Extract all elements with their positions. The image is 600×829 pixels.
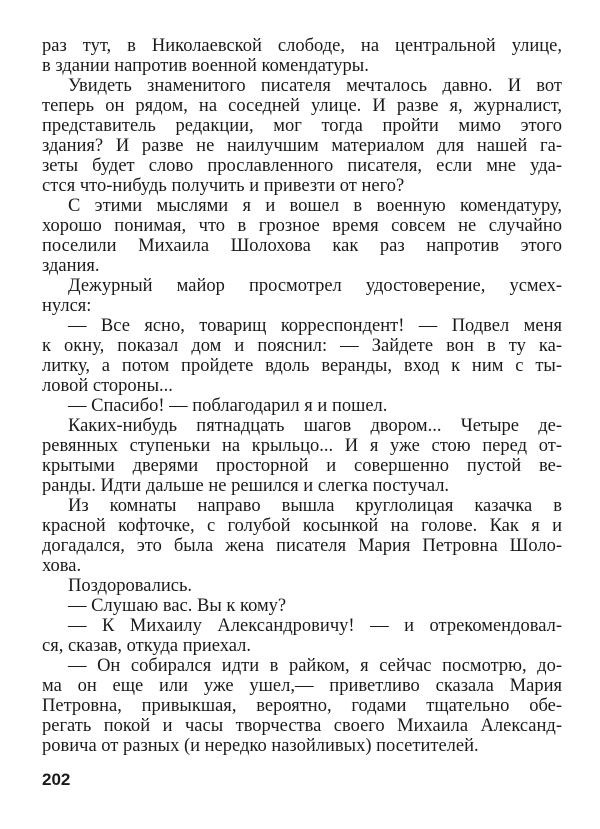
text-line: — Все ясно, товарищ корреспондент! — Подвел меня <box>68 316 562 336</box>
text-line: хорошо понимая, что в грозное время совсем не случайно <box>42 216 562 236</box>
text-line: стся что-нибудь получить и привезти от него? <box>42 176 405 196</box>
text-line: к окну, показал дом и пояснил: — Зайдете вон в ту ка- <box>42 336 562 356</box>
text-line: догадался, это была жена писателя Мария Петровна Шоло- <box>42 536 562 556</box>
text-line: Петровна, привыкшая, вероятно, годами тщательно обе- <box>42 696 562 716</box>
text-line: — К Михаилу Александровичу! — и отрекомендовал- <box>68 616 562 636</box>
text-line: поселили Михаила Шолохова как раз напротив этого <box>42 236 562 256</box>
text-line: ровича от разных (и нередко назойливых) посетителей. <box>42 736 479 756</box>
text-line: Поздоровались. <box>68 576 193 596</box>
text-line: — Слушаю вас. Вы к кому? <box>68 596 287 616</box>
book-page-text <box>42 36 562 756</box>
text-line: литку, а потом пройдете вдоль веранды, вход к ним с ты- <box>42 356 562 376</box>
text-line: — Спасибо! — поблагодарил я и пошел. <box>68 396 388 416</box>
text-line: ся, сказав, откуда приехал. <box>42 636 252 656</box>
text-line: хова. <box>42 556 82 576</box>
text-line: ма он еще или уже ушел,— приветливо сказала Мария <box>42 676 562 696</box>
text-line: крытыми дверями просторной и совершенно пустой ве- <box>42 456 562 476</box>
text-line: теперь он рядом, на соседней улице. И разве я, журналист, <box>42 96 562 116</box>
text-line: ловой стороны... <box>42 376 173 396</box>
text-line: Каких-нибудь пятнадцать шагов двором... Четыре де- <box>68 416 562 436</box>
page-number: 202 <box>42 770 71 789</box>
text-line: здания? И разве не наилучшим материалом для нашей га- <box>42 136 562 156</box>
text-line: раз тут, в Николаевской слободе, на центральной улице, <box>42 36 562 56</box>
text-line: представитель редакции, мог тогда пройти мимо этого <box>42 116 562 136</box>
text-line: здания. <box>42 256 100 276</box>
text-line: в здании напротив военной комендатуры. <box>42 56 369 76</box>
text-line: — Он собирался идти в райком, я сейчас посмотрю, до- <box>68 656 562 676</box>
text-line: регать покой и часы творчества своего Михаила Александ- <box>42 716 562 736</box>
text-line: нулся: <box>42 296 92 316</box>
text-line: С этими мыслями я и вошел в военную комендатуру, <box>68 196 562 216</box>
text-line: красной кофточке, с голубой косынкой на голове. Как я и <box>42 516 562 536</box>
text-line: ранды. Идти дальше не решился и слегка постучал. <box>42 476 450 496</box>
text-line: Увидеть знаменитого писателя мечталось давно. И вот <box>68 76 562 96</box>
text-line: Дежурный майор просмотрел удостоверение, усмех- <box>68 276 562 296</box>
text-line: Из комнаты направо вышла круглолицая казачка в <box>68 496 562 516</box>
text-line: зеты будет слово прославленного писателя, если мне уда- <box>42 156 562 176</box>
text-line: ревянных ступеньки на крыльцо... И я уже стою перед от- <box>42 436 562 456</box>
